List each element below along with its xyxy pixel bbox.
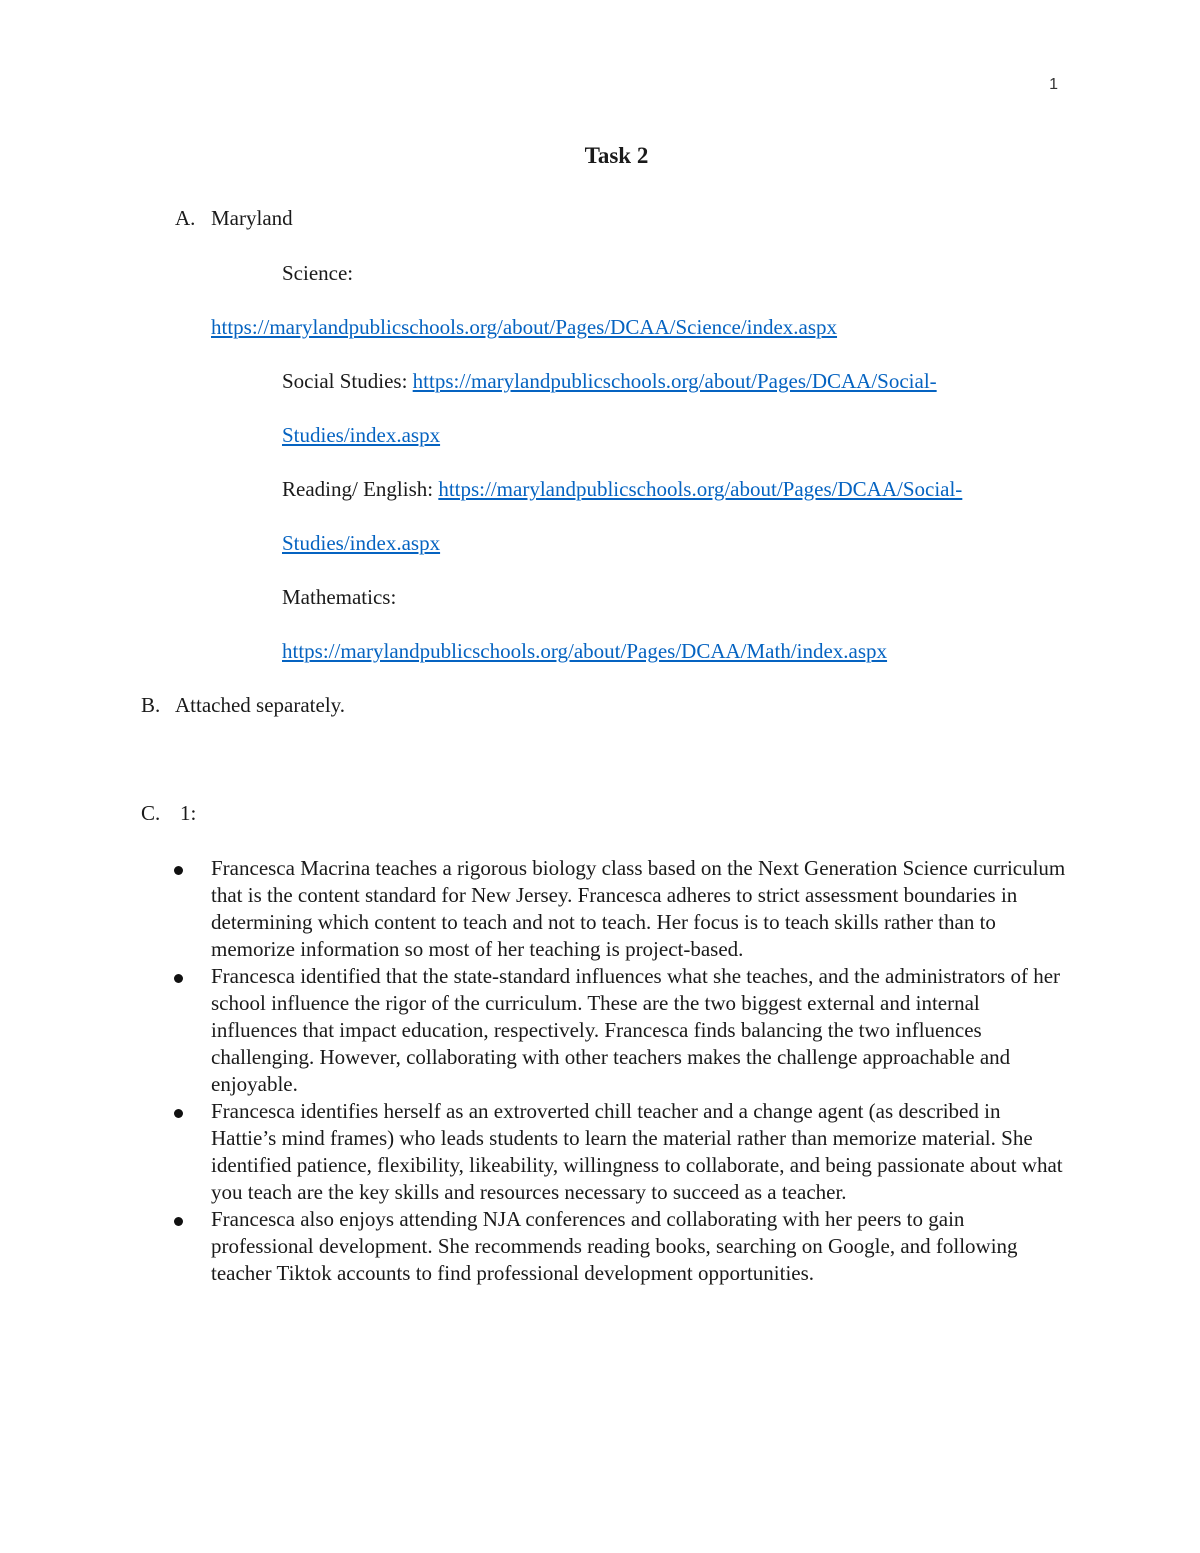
interview-bullet-list xyxy=(211,855,1071,1287)
bullet-dot-icon xyxy=(174,866,183,875)
bullet-dot-icon xyxy=(174,1217,183,1226)
section-a-letter: A. xyxy=(175,206,196,230)
bullet-text: Francesca identifies herself as an extroverted chill teacher and a change agent (as described in Hattie’s mind frames) who leads students to learn the material rather than memorize material. She identified patience, flexibility, likeability, willingness to collaborate, and being passionate about what you teach are the key skills and resources necessary to succeed as a teacher. xyxy=(211,1099,1063,1204)
social-studies-label: Social Studies: xyxy=(282,369,408,393)
mathematics-link[interactable]: https://marylandpublicschools.org/about/Pages/DCAA/Math/index.aspx xyxy=(282,639,888,663)
reading-english-link-cont[interactable]: Studies/index.aspx xyxy=(282,531,441,555)
section-b-text: Attached separately. xyxy=(175,693,346,717)
bullet-item xyxy=(211,1206,1071,1287)
bullet-item xyxy=(211,1098,1071,1206)
social-studies-link-cont[interactable]: Studies/index.aspx xyxy=(282,423,441,447)
page-number: 1 xyxy=(1049,76,1058,93)
science-link[interactable]: https://marylandpublicschools.org/about/Pages/DCAA/Science/index.aspx xyxy=(211,315,838,339)
bullet-dot-icon xyxy=(174,1109,183,1118)
section-c-letter: C. xyxy=(141,801,161,825)
bullet-dot-icon xyxy=(174,974,183,983)
section-c-text: 1: xyxy=(180,801,197,825)
bullet-item xyxy=(211,855,1071,963)
page-title: Task 2 xyxy=(584,143,649,168)
section-a-heading: Maryland xyxy=(211,206,293,230)
social-studies-link[interactable]: https://marylandpublicschools.org/about/Pages/DCAA/Social- xyxy=(412,369,937,393)
reading-english-label: Reading/ English: xyxy=(282,477,434,501)
bullet-text: Francesca also enjoys attending NJA conferences and collaborating with her peers to gain professional development. She recommends reading books, searching on Google, and following teacher Tiktok accounts to find professional development opportunities. xyxy=(211,1207,1018,1285)
bullet-text: Francesca identified that the state-standard influences what she teaches, and the administrators of her school influence the rigor of the curriculum. These are the two biggest external and internal influences that impact education, respectively. Francesca finds balancing the two influences challenging. However, collaborating with other teachers makes the challenge approachable and enjoyable. xyxy=(211,964,1061,1096)
section-b-letter: B. xyxy=(141,693,161,717)
reading-english-line xyxy=(282,477,962,501)
bullet-text: Francesca Macrina teaches a rigorous biology class based on the Next Generation Science curriculum that is the content standard for New Jersey. Francesca adheres to strict assessment boundaries in determining which content to teach and not to teach. Her focus is to teach skills rather than to memorize information so most of her teaching is project-based. xyxy=(211,856,1066,961)
mathematics-label: Mathematics: xyxy=(282,585,397,609)
reading-english-link[interactable]: https://marylandpublicschools.org/about/Pages/DCAA/Social- xyxy=(438,477,963,501)
social-studies-line xyxy=(282,369,937,393)
science-label: Science: xyxy=(282,261,354,285)
bullet-item xyxy=(211,963,1071,1098)
